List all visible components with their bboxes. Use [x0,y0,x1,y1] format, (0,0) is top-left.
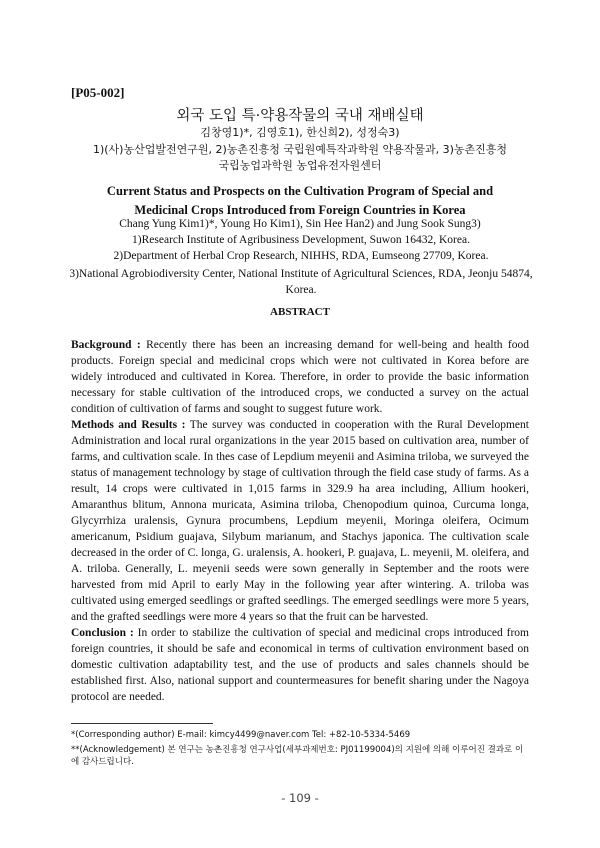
abstract-body [71,337,529,705]
background-paragraph [71,337,529,417]
affiliation-3: 3)National Agrobiodiversity Center, National Institute of Agricultural Sciences, RDA, Jeonju 54874, Korea. [69,268,533,296]
english-authors: Chang Yung Kim1)*, Young Ho Kim1), Sin Hee Han2) and Jung Sook Sung3) [119,218,481,230]
affiliation-1: 1)Research Institute of Agribusiness Development, Suwon 16432, Korea. [132,234,470,246]
methods-label: Methods and Results : [71,419,186,431]
english-title [60,182,540,220]
korean-title: 외국 도입 특·약용작물의 국내 재배실태 [176,108,424,124]
conclusion-label: Conclusion : [71,627,134,639]
page-number: - 109 - [281,791,319,805]
english-title-line-2: Medicinal Crops Introduced from Foreign Countries in Korea [134,203,466,217]
affiliation-2: 2)Department of Herbal Crop Research, NIHHS, RDA, Eumseong 27709, Korea. [113,250,489,262]
english-title-line-1: Current Status and Prospects on the Cultivation Program of Special and [106,184,494,198]
background-text: Recently there has been an increasing demand for well-being and health food products. Foreign special and medicinal crops which were not cultivated in Korea before are widely introduced and cultivated in Korea. Therefore, in order to provide the basic information necessary for stable cultivation of the introduced crops, we conducted a survey on the actual condition of cultivation of farms and sought to suggest future work. [71,339,529,415]
conclusion-paragraph [71,625,529,705]
methods-paragraph [71,417,529,625]
abstract-heading: ABSTRACT [270,306,330,318]
methods-text: The survey was conducted in cooperation with the Rural Development Administration and local rural organizations in the year 2015 based on cultivation area, number of farms, and cultivation scale. In thes case of Lepdium meyenii and Asimina triloba, we surveyed the status of management technology by stage of cultivation through the field case study of farms. As a result, 14 crops were cultivated in 1,015 farms in 329.9 ha area including, Allium hookeri, Amaranthus blitum, Annona muricata, Asimina triloba, Chenopodium quinoa, Curcuma longa, Glycyrrhiza uralensis, Gynura procumbens, Lepdium meyenii, Moringa oleifera, Ocimum americanum, Psidium guajava, Silybum marianum, and Stachys japonica. The cultivation scale decreased in the order of C. longa, G. uralensis, A. hookeri, P. guajava, L. meyenii, M. oleifera, and A. triloba. Generally, L. meyenii seeds were sown generally in September and the roots were harvested from mid April to early May in the following year after wintering. A. triloba was cultivated using emerged seedlings or grafted seedlings. The emerged seedlings were more 5 years, and the grafted seedlings were more 4 years so that the fruit can be harvested. [71,419,529,623]
footnote-divider [71,723,213,724]
korean-affiliations-line-1: 1)(사)농산업발전연구원, 2)농촌진흥청 국립원예특작과학원 약용작물과, 3)농촌진흥청 [92,143,508,156]
korean-authors: 김창영1)*, 김영호1), 한신희2), 성정숙3) [200,126,400,139]
paper-code: [P05-002] [71,85,125,100]
footnote-corresponding: *(Corresponding author) E-mail: kimcy4499@naver.com Tel: +82-10-5334-5469 [71,730,411,740]
conclusion-text: In order to stabilize the cultivation of special and medicinal crops introduced from foreign countries, it should be safe and economical in terms of cultivation environment based on domestic cultivation adaptability test, and the use of products and sales channels should be established first. Also, national support and countermeasures for benefit sharing under the Nagoya protocol are needed. [71,627,529,703]
background-label: Background : [71,339,141,351]
footnote-acknowledgement: **(Acknowledgement) 본 연구는 농촌진흥청 연구사업(세부과제번호: PJ01199004)의 지원에 의해 이루어진 결과로 이에 감사드립니다. [71,745,524,767]
korean-affiliations-line-2: 국립농업과학원 농업유전자원센터 [218,159,382,172]
